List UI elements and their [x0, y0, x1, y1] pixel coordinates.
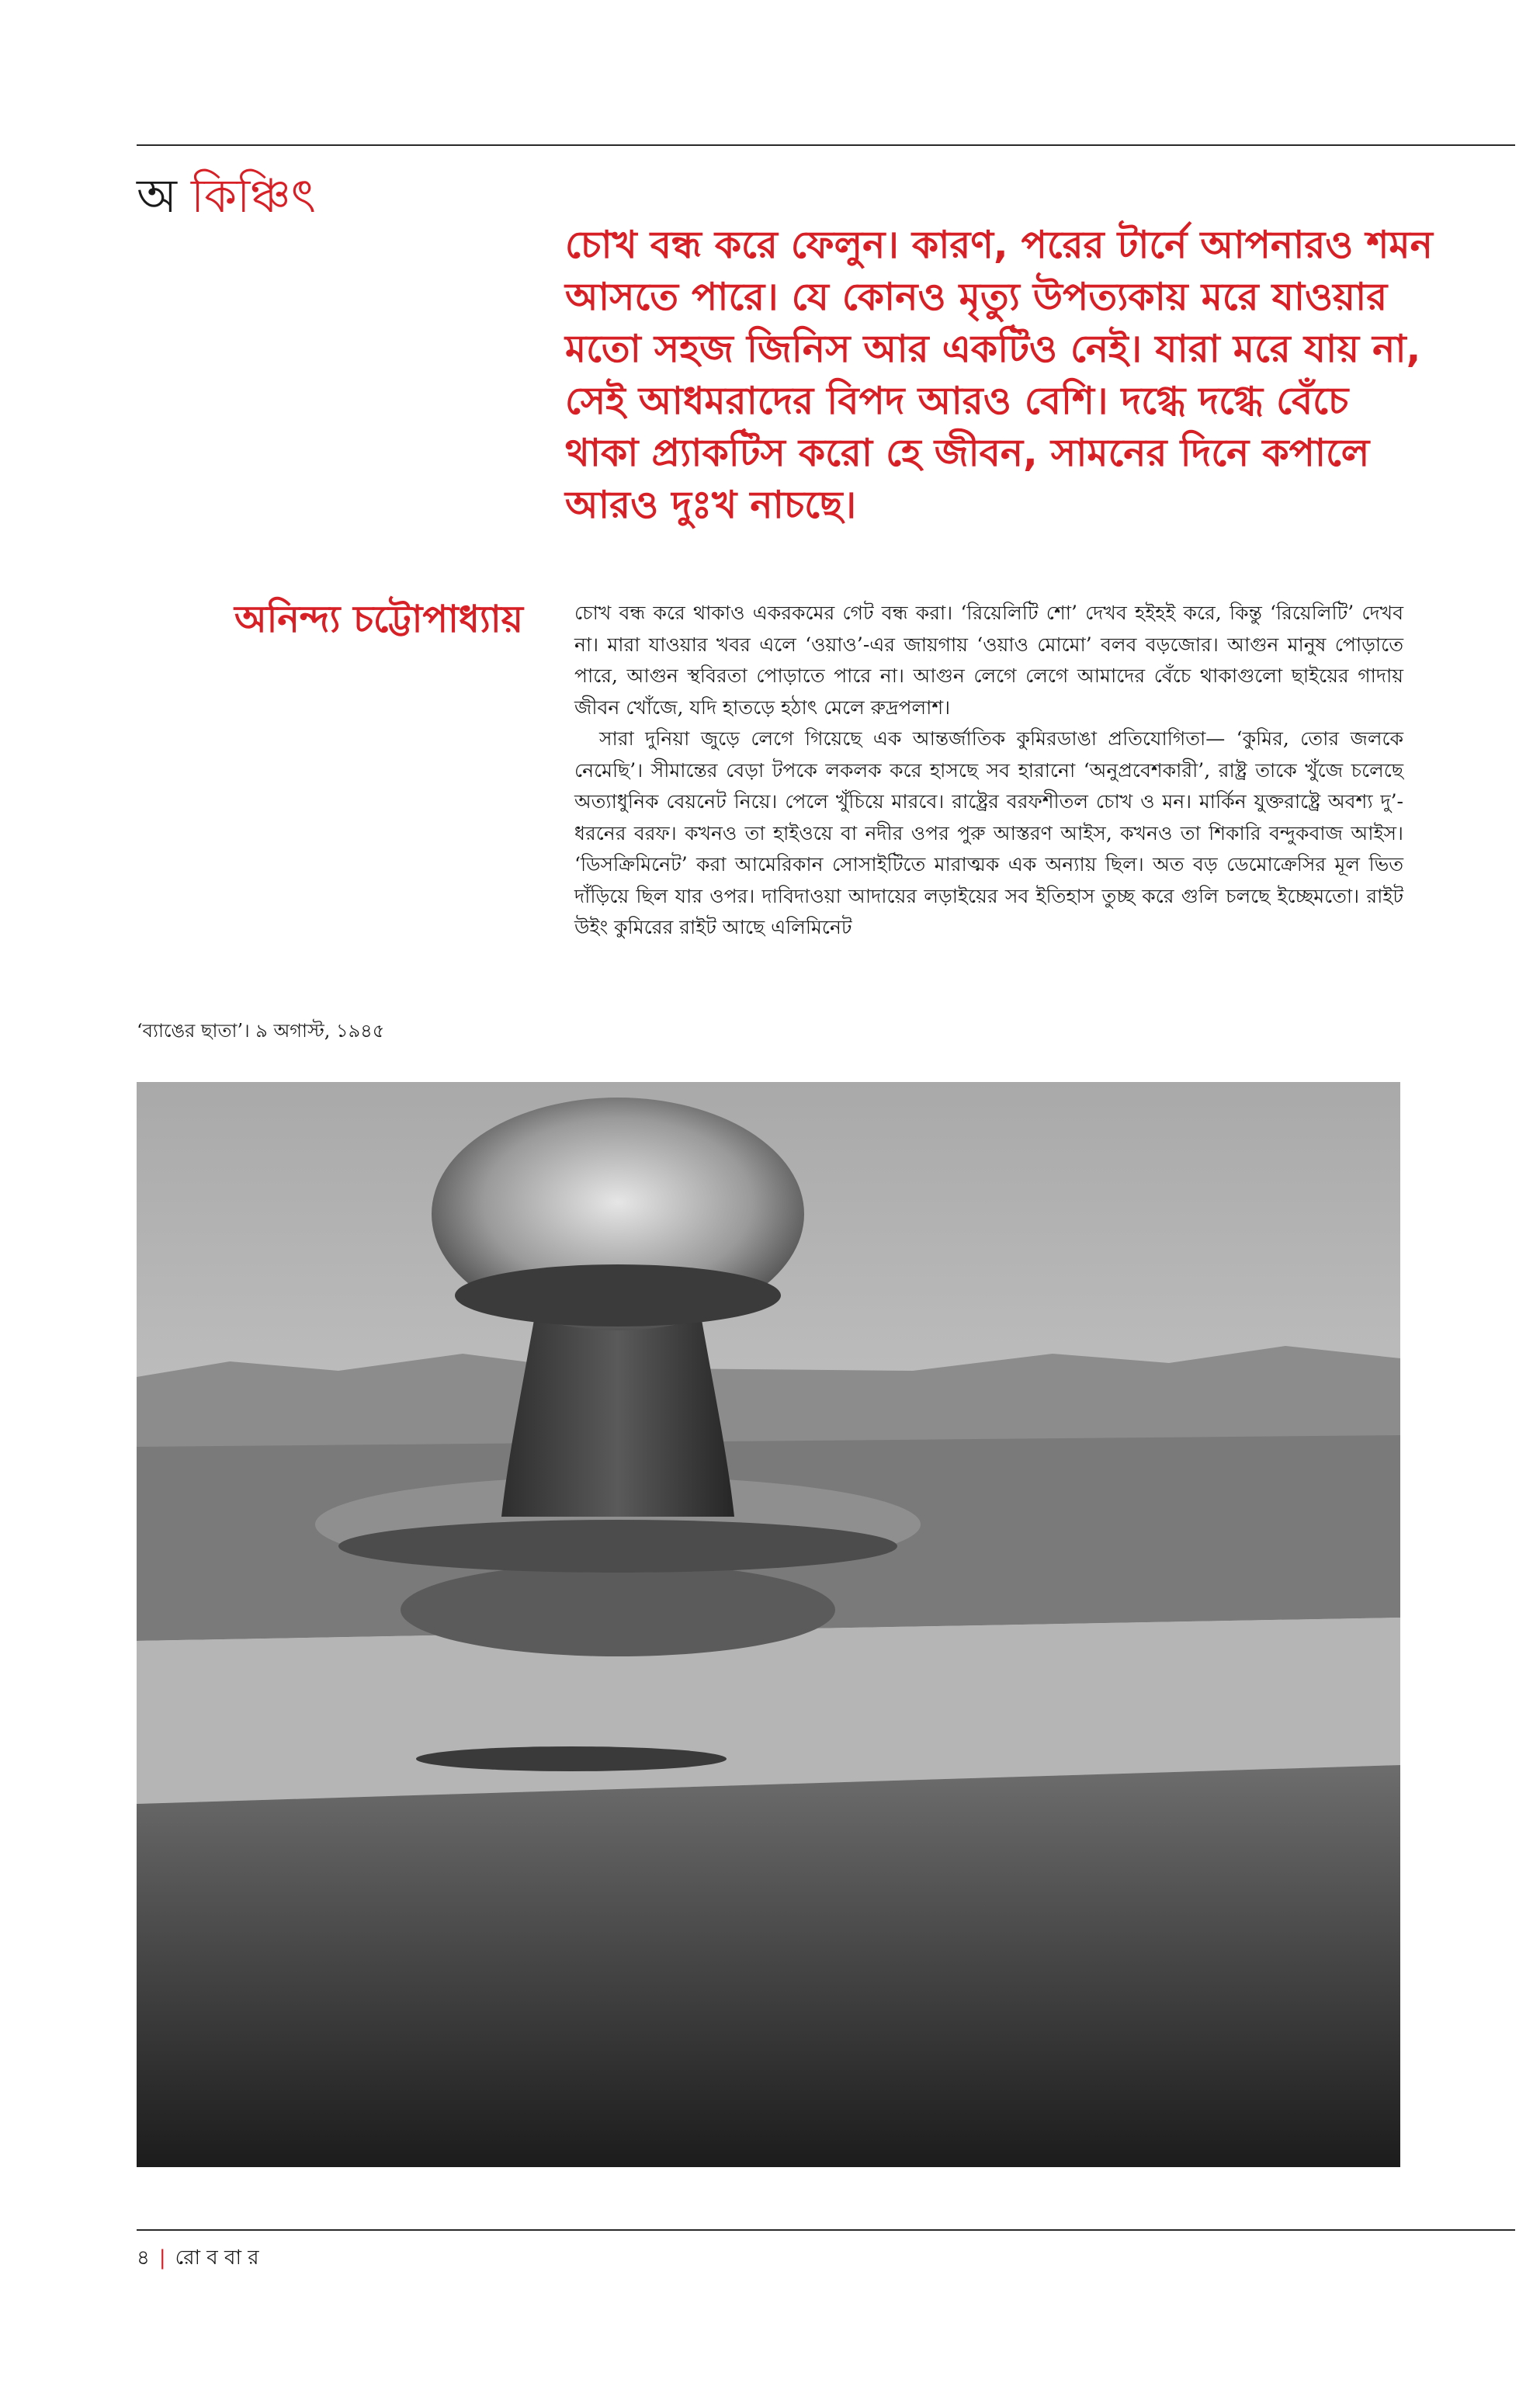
page-footer	[137, 2245, 259, 2271]
section-prefix: অ	[137, 169, 177, 224]
footer-separator: |	[158, 2246, 166, 2270]
body-paragraph: চোখ বন্ধ করে থাকাও একরকমের গেট বন্ধ করা। ‘রিয়েলিটি শো’ দেখব হইহই করে, কিন্তু ‘রিয়েলিটি’ দেখব না। মারা যাওয়ার খবর এলে ‘ওয়াও’-এর জায়গায় ‘ওয়াও মোমো’ বলব বড়জোর। আগুন মানুষ পোড়াতে পারে, আগুন স্থবিরতা পোড়াতে পারে না। আগুন লেগে লেগে আমাদের বেঁচে থাকাগুলো ছাইয়ের গাদায় জীবন খোঁজে, যদি হাতড়ে হঠাৎ মেলে রুদ্রপলাশ।	[574, 602, 1403, 719]
city-land	[137, 1765, 1400, 2167]
section-name: কিঞ্চিৎ	[190, 169, 316, 224]
article-body	[574, 598, 1403, 944]
top-rule	[137, 144, 1515, 146]
cloud-skirt-shadow	[338, 1520, 897, 1573]
publication-name: রো ব বা র	[175, 2246, 259, 2270]
body-paragraph: সারা দুনিয়া জুড়ে লেগে গিয়েছে এক আন্তর্জাতিক কুমিরডাঙা প্রতিযোগিতা— ‘কুমির, তোর জলকে নেমেছি’। সীমান্তের বেড়া টপকে লকলক করে হাসছে সব হারানো ‘অনুপ্রবেশকারী’, রাষ্ট্র তাকে খুঁজে চলেছে অত্যাধুনিক বেয়নেট নিয়ে। পেলে খুঁচিয়ে মারবে। রাষ্ট্রের বরফশীতল চোখ ও মন। মার্কিন যুক্তরাষ্ট্রে অবশ্য দু’-ধরনের বরফ। কখনও তা হাইওয়ে বা নদীর ওপর পুরু আস্তরণ আইস, কখনও তা শিকারি বন্দুকবাজ আইস। ‘ডিসক্রিমিনেট’ করা আমেরিকান সোসাইটিতে মারাত্মক এক অন্যায় ছিল। অত বড় ডেমোক্রেসির মূল ভিত দাঁড়িয়ে ছিল যার ওপর। দাবিদাওয়া আদায়ের লড়াইয়ের সব ইতিহাস তুচ্ছ করে গুলি চলছে ইচ্ছেমতো। রাইট উইং কুমিরের রাইট আছে এলিমিনেট	[574, 727, 1403, 938]
section-label	[137, 169, 316, 224]
photo-caption: ‘ব্যাঙের ছাতা’। ৯ অগাস্ট, ১৯৪৫	[137, 1020, 385, 1042]
page-number: ৪	[137, 2246, 150, 2270]
cloud-cap-underside	[455, 1264, 781, 1327]
island	[416, 1746, 727, 1771]
mushroom-cloud-photo	[137, 1082, 1400, 2167]
bottom-rule	[137, 2229, 1515, 2231]
cloud-base	[401, 1563, 835, 1656]
pull-quote: চোখ বন্ধ করে ফেলুন। কারণ, পরের টার্নে আপনারও শমন আসতে পারে। যে কোনও মৃত্যু উপত্যকায় মরে যাওয়ার মতো সহজ জিনিস আর একটিও নেই। যারা মরে যায় না, সেই আধমরাদের বিপদ আরও বেশি। দগ্ধে দগ্ধে বেঁচে থাকা প্র্যাকটিস করো হে জীবন, সামনের দিনে কপালে আরও দুঃখ নাচছে।	[565, 223, 1433, 527]
author-byline: অনিন্দ্য চট্টোপাধ্যায়	[234, 598, 523, 641]
